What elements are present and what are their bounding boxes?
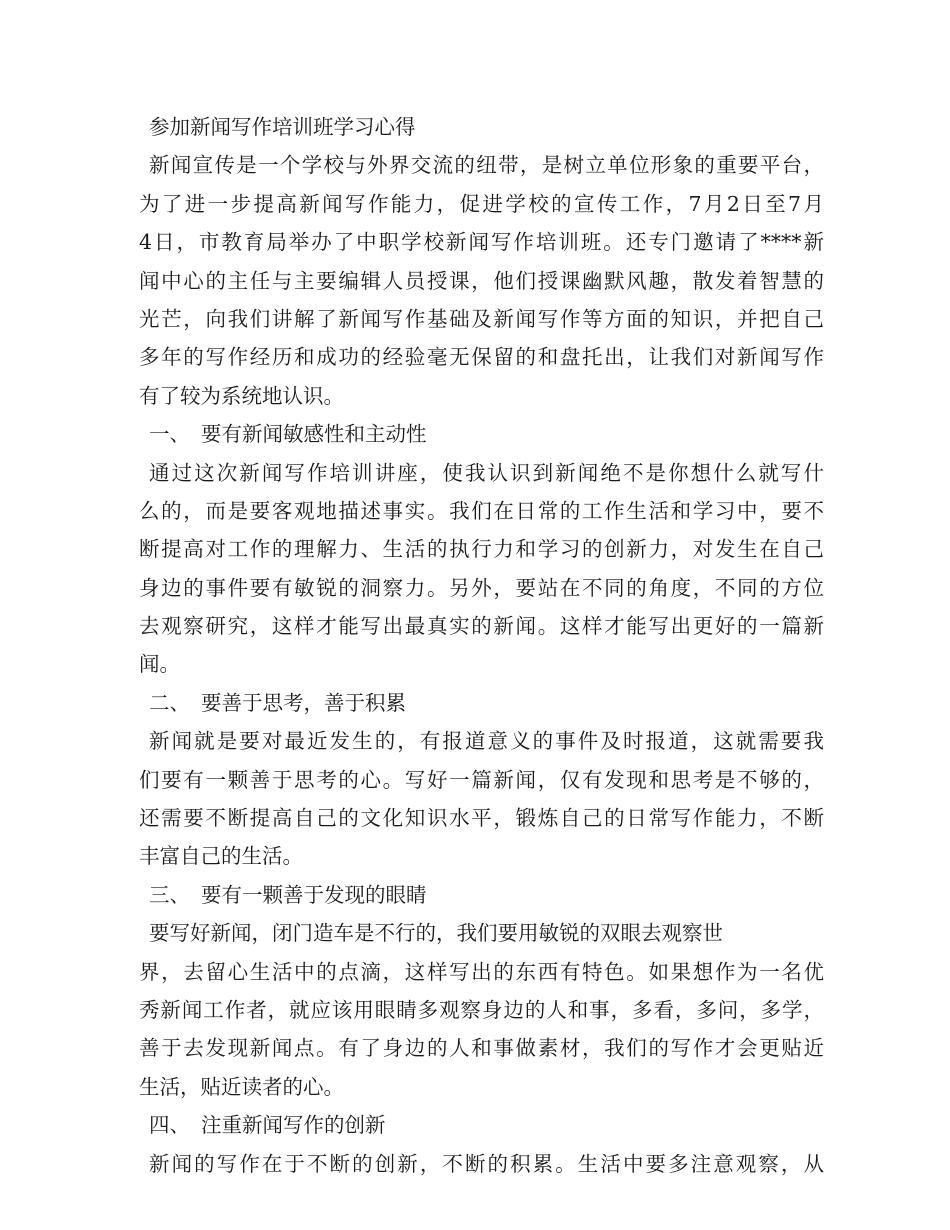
paragraph-line: 秀新闻工作者，就应该用眼睛多观察身边的人和事，多看，多问，多学， bbox=[139, 997, 824, 1022]
paragraph-line: 为了进一步提高新闻写作能力，促进学校的宣传工作，7月2日至7月 bbox=[139, 191, 824, 216]
paragraph-line: 去观察研究，这样才能写出最真实的新闻。这样才能写出更好的一篇新 bbox=[139, 614, 824, 639]
paragraph-line: 么的，而是要客观地描述事实。我们在日常的工作生活和学习中，要不 bbox=[139, 498, 824, 523]
paragraph-line: 还需要不断提高自己的文化知识水平，锻炼自己的日常写作能力，不断 bbox=[139, 806, 824, 831]
paragraph-line: 界，去留心生活中的点滴，这样写出的东西有特色。如果想作为一名优 bbox=[139, 959, 824, 984]
section-paragraph bbox=[139, 914, 824, 1106]
section-paragraph bbox=[139, 722, 824, 876]
paragraph-line: 们要有一颗善于思考的心。写好一篇新闻，仅有发现和思考是不够的， bbox=[139, 767, 824, 792]
section-number: 二、 bbox=[149, 690, 190, 715]
paragraph-line: 通过这次新闻写作培训讲座，使我认识到新闻绝不是你想什么就写什 bbox=[149, 460, 824, 485]
paragraph-line: 善于去发现新闻点。有了身边的人和事做素材，我们的写作才会更贴近 bbox=[139, 1036, 824, 1061]
intro-paragraph bbox=[139, 146, 824, 415]
paragraph-line: 新闻宣传是一个学校与外界交流的纽带，是树立单位形象的重要平台， bbox=[149, 153, 824, 178]
section-number: 三、 bbox=[149, 882, 190, 907]
section-heading-text: 要善于思考，善于积累 bbox=[201, 690, 406, 715]
document-page bbox=[139, 108, 824, 1183]
section-heading bbox=[139, 1106, 824, 1144]
section-heading-text: 要有一颗善于发现的眼睛 bbox=[201, 882, 427, 907]
section-paragraph bbox=[139, 1145, 824, 1183]
paragraph-line: 丰富自己的生活。 bbox=[139, 844, 303, 869]
paragraph-line: 新闻的写作在于不断的创新，不断的积累。生活中要多注意观察，从 bbox=[149, 1151, 824, 1176]
section-number: 四、 bbox=[149, 1113, 190, 1138]
paragraph-line: 新闻就是要对最近发生的，有报道意义的事件及时报道，这就需要我 bbox=[149, 729, 824, 754]
section-paragraph bbox=[139, 454, 824, 684]
paragraph-line: 要写好新闻，闭门造车是不行的，我们要用敏锐的双眼去观察世 bbox=[149, 921, 723, 946]
paragraph-line: 4日，市教育局举办了中职学校新闻写作培训班。还专门邀请了****新 bbox=[139, 230, 824, 255]
section-number: 一、 bbox=[149, 422, 190, 447]
paragraph-line: 闻。 bbox=[139, 652, 180, 677]
paragraph-line: 身边的事件要有敏锐的洞察力。另外，要站在不同的角度，不同的方位 bbox=[139, 575, 824, 600]
paragraph-line: 有了较为系统地认识。 bbox=[139, 383, 344, 408]
document-title: 参加新闻写作培训班学习心得 bbox=[149, 115, 416, 139]
section-heading bbox=[139, 876, 824, 914]
section-heading-text: 要有新闻敏感性和主动性 bbox=[201, 422, 427, 447]
section-heading bbox=[139, 684, 824, 722]
paragraph-line: 闻中心的主任与主要编辑人员授课，他们授课幽默风趣，散发着智慧的 bbox=[139, 268, 824, 293]
section-heading bbox=[139, 415, 824, 453]
section-heading-text: 注重新闻写作的创新 bbox=[201, 1113, 386, 1138]
paragraph-line: 生活，贴近读者的心。 bbox=[139, 1074, 344, 1099]
paragraph-line: 断提高对工作的理解力、生活的执行力和学习的创新力，对发生在自己 bbox=[139, 537, 824, 562]
paragraph-line: 多年的写作经历和成功的经验毫无保留的和盘托出，让我们对新闻写作 bbox=[139, 345, 824, 370]
paragraph-line: 光芒，向我们讲解了新闻写作基础及新闻写作等方面的知识，并把自己 bbox=[139, 306, 824, 331]
